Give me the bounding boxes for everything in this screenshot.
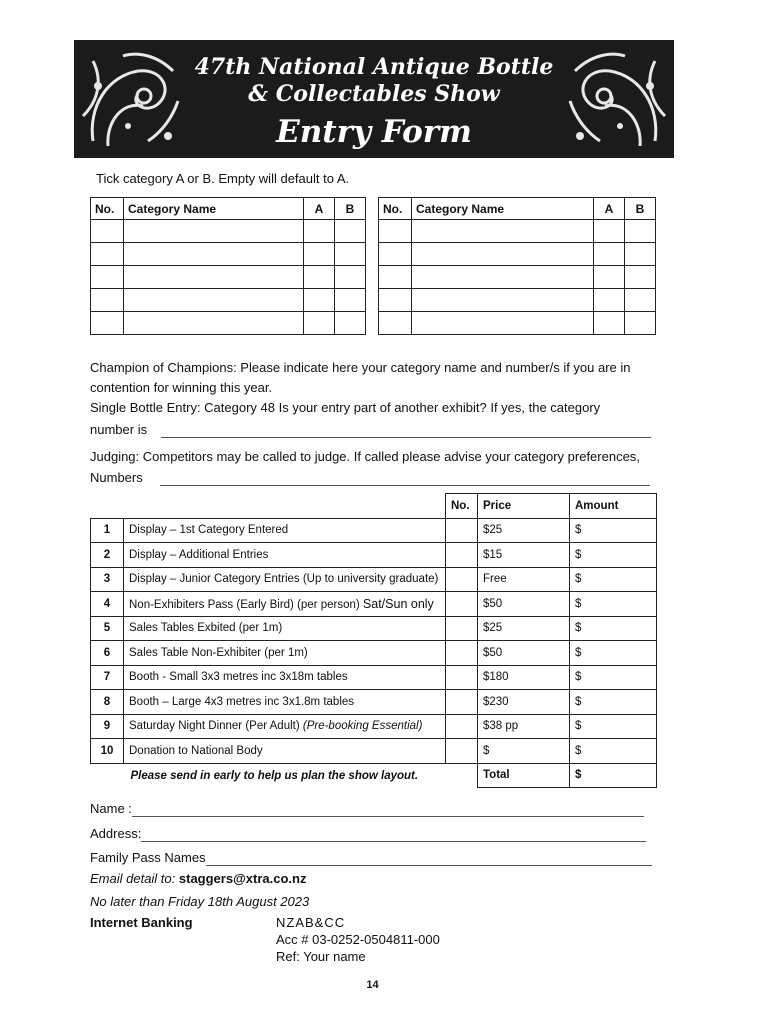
banner-title-line1: 47th National Antique Bottle xyxy=(194,54,554,80)
banner-title xyxy=(74,54,674,108)
table-row: 6 Sales Table Non-Exhibiter (per 1m) $50 $ xyxy=(91,641,657,666)
qty-cell[interactable] xyxy=(446,665,478,690)
address-field[interactable] xyxy=(141,841,646,842)
amount-cell[interactable]: $ xyxy=(570,641,657,666)
family-row xyxy=(90,849,652,866)
table-row: 9 Saturday Night Dinner (Per Adult) (Pre-booking Essential) $38 pp $ xyxy=(91,714,657,739)
banking-ref: Ref: Your name xyxy=(276,949,366,964)
qty-cell[interactable] xyxy=(446,690,478,715)
table-row xyxy=(379,220,656,243)
instruction-text: Tick category A or B. Empty will default to A. xyxy=(96,171,350,186)
table-row xyxy=(91,289,366,312)
col-no: No. xyxy=(379,198,412,220)
banking-name: NZAB&CC xyxy=(276,915,346,930)
qty-cell[interactable] xyxy=(446,592,478,617)
header-banner xyxy=(74,40,674,158)
amount-cell[interactable]: $ xyxy=(570,592,657,617)
single-bottle-text: Single Bottle Entry: Category 48 Is your entry part of another exhibit? If yes, the category xyxy=(90,400,601,415)
amount-cell[interactable]: $ xyxy=(570,714,657,739)
email-value[interactable]: staggers@xtra.co.nz xyxy=(178,871,307,886)
number-is-label: number is xyxy=(90,422,148,437)
banking-account: Acc # 03-0252-0504811-000 xyxy=(276,932,440,947)
col-a: A xyxy=(594,198,625,220)
col-b: B xyxy=(335,198,366,220)
table-row xyxy=(91,312,366,335)
banking-label: Internet Banking xyxy=(90,915,193,930)
page-number: 14 xyxy=(366,979,379,991)
amount-cell[interactable]: $ xyxy=(570,543,657,568)
price-table xyxy=(90,493,657,788)
table-row xyxy=(379,266,656,289)
email-row xyxy=(90,870,306,887)
family-label: Family Pass Names xyxy=(90,850,206,865)
table-row xyxy=(379,243,656,266)
total-row xyxy=(91,763,657,788)
number-is-field[interactable] xyxy=(161,437,651,438)
deadline-text: No later than Friday 18th August 2023 xyxy=(90,894,310,909)
table-row xyxy=(91,220,366,243)
table-row: 4 Non-Exhibiters Pass (Early Bird) (per person) Sat/Sun only $50 $ xyxy=(91,592,657,617)
address-label: Address: xyxy=(90,826,142,841)
qty-cell[interactable] xyxy=(446,543,478,568)
donation-price-cell[interactable]: $ xyxy=(478,739,570,764)
qty-cell[interactable] xyxy=(446,739,478,764)
total-label: Total xyxy=(478,763,570,788)
qty-cell[interactable] xyxy=(446,518,478,543)
numbers-label: Numbers xyxy=(90,470,143,485)
col-b: B xyxy=(625,198,656,220)
total-amount[interactable]: $ xyxy=(570,763,657,788)
col-category-name: Category Name xyxy=(124,198,304,220)
table-row: 1 Display – 1st Category Entered $25 $ xyxy=(91,518,657,543)
table-row xyxy=(379,289,656,312)
qty-cell[interactable] xyxy=(446,616,478,641)
amount-cell[interactable]: $ xyxy=(570,665,657,690)
col-a: A xyxy=(304,198,335,220)
numbers-row xyxy=(90,469,655,486)
table-row: 10 Donation to National Body $ $ xyxy=(91,739,657,764)
table-row: 5 Sales Tables Exbited (per 1m) $25 $ xyxy=(91,616,657,641)
table-row xyxy=(379,312,656,335)
col-category-name: Category Name xyxy=(412,198,594,220)
champion-text: Champion of Champions: Please indicate here your category name and number/s if you are in contention for winning this year. xyxy=(90,360,631,395)
qty-cell[interactable] xyxy=(446,567,478,592)
amount-cell[interactable]: $ xyxy=(570,739,657,764)
email-label: Email detail to: xyxy=(90,871,176,886)
address-row xyxy=(90,825,646,842)
category-table-left xyxy=(90,197,366,335)
table-row: 2 Display – Additional Entries $15 $ xyxy=(91,543,657,568)
table-row: 3 Display – Junior Category Entries (Up to university graduate) Free $ xyxy=(91,567,657,592)
name-field[interactable] xyxy=(132,816,644,817)
qty-cell[interactable] xyxy=(446,641,478,666)
banner-entry-form: Entry Form xyxy=(276,114,472,150)
table-row xyxy=(91,243,366,266)
category-table-right xyxy=(378,197,656,335)
table-row: 7 Booth - Small 3x3 metres inc 3x18m tables $180 $ xyxy=(91,665,657,690)
table-row xyxy=(91,266,366,289)
name-row xyxy=(90,800,644,817)
amount-cell[interactable]: $ xyxy=(570,567,657,592)
amount-cell[interactable]: $ xyxy=(570,616,657,641)
amount-cell[interactable]: $ xyxy=(570,518,657,543)
name-label: Name : xyxy=(90,801,132,816)
family-field[interactable] xyxy=(206,865,652,866)
qty-cell[interactable] xyxy=(446,714,478,739)
col-price: Price xyxy=(478,494,570,519)
footer-note: Please send in early to help us plan the show layout. xyxy=(130,769,419,782)
judging-text: Judging: Competitors may be called to judge. If called please advise your category preferences, xyxy=(90,449,640,464)
amount-cell[interactable]: $ xyxy=(570,690,657,715)
col-no: No. xyxy=(446,494,478,519)
col-amount: Amount xyxy=(570,494,657,519)
col-no: No. xyxy=(91,198,124,220)
numbers-field[interactable] xyxy=(160,485,650,486)
number-is-row xyxy=(90,421,655,438)
table-row: 8 Booth – Large 4x3 metres inc 3x1.8m tables $230 $ xyxy=(91,690,657,715)
banner-title-line2: & Collectables Show xyxy=(248,81,500,107)
